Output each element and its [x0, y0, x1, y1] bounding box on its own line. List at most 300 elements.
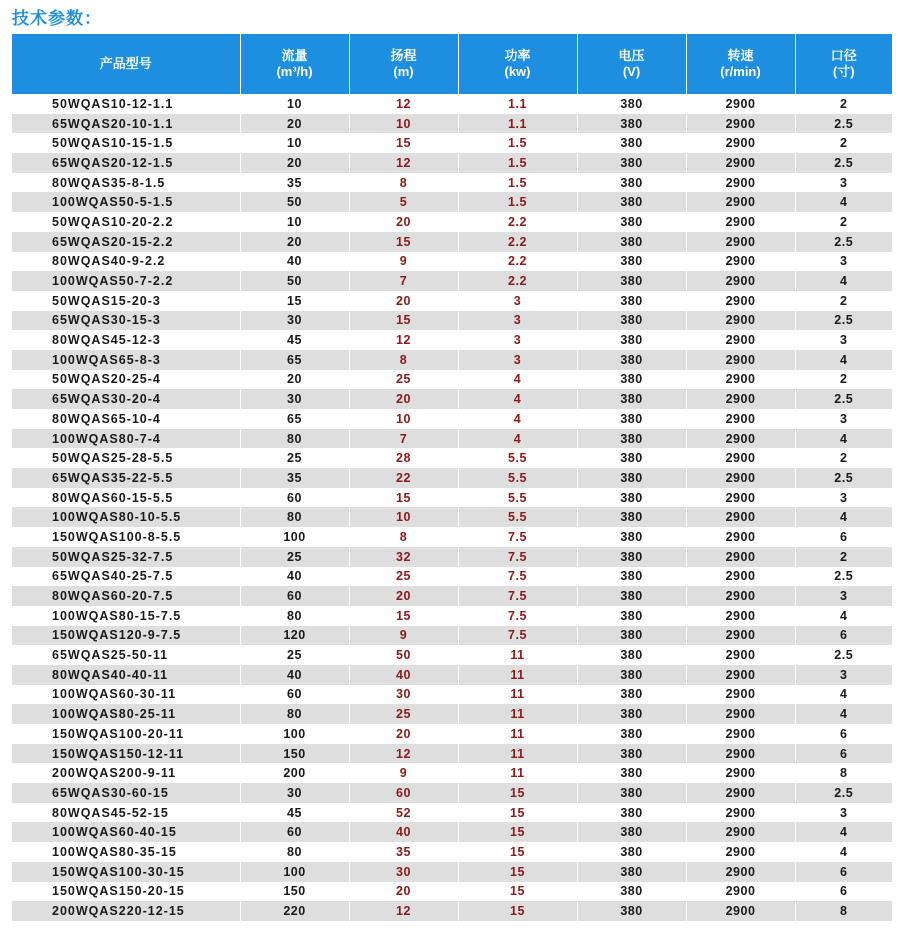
cell-diameter: 4: [795, 704, 892, 724]
cell-voltage: 380: [577, 192, 686, 212]
cell-flow: 10: [240, 133, 349, 153]
cell-flow: 45: [240, 330, 349, 350]
spec-table-container: [12, 34, 892, 921]
cell-power: 7.5: [458, 606, 577, 626]
cell-power: 11: [458, 645, 577, 665]
cell-flow: 65: [240, 350, 349, 370]
cell-model: 50WQAS10-20-2.2: [12, 212, 240, 232]
cell-voltage: 380: [577, 468, 686, 488]
cell-flow: 30: [240, 389, 349, 409]
cell-power: 1.5: [458, 173, 577, 193]
cell-voltage: 380: [577, 744, 686, 764]
cell-flow: 200: [240, 763, 349, 783]
header-model: 产品型号: [12, 34, 240, 94]
cell-diameter: 2.5: [795, 232, 892, 252]
cell-head: 12: [349, 330, 458, 350]
cell-speed: 2900: [686, 350, 795, 370]
cell-speed: 2900: [686, 547, 795, 567]
cell-diameter: 3: [795, 252, 892, 272]
cell-voltage: 380: [577, 724, 686, 744]
cell-power: 11: [458, 744, 577, 764]
cell-head: 32: [349, 547, 458, 567]
cell-speed: 2900: [686, 606, 795, 626]
table-row: [12, 311, 892, 331]
cell-model: 65WQAS20-15-2.2: [12, 232, 240, 252]
cell-model: 80WQAS35-8-1.5: [12, 173, 240, 193]
cell-diameter: 4: [795, 842, 892, 862]
cell-power: 7.5: [458, 567, 577, 587]
cell-power: 11: [458, 724, 577, 744]
cell-head: 15: [349, 133, 458, 153]
cell-head: 52: [349, 803, 458, 823]
cell-voltage: 380: [577, 311, 686, 331]
table-row: [12, 527, 892, 547]
cell-flow: 150: [240, 744, 349, 764]
cell-speed: 2900: [686, 409, 795, 429]
table-row: [12, 507, 892, 527]
cell-flow: 45: [240, 803, 349, 823]
cell-head: 9: [349, 252, 458, 272]
table-row: [12, 547, 892, 567]
cell-flow: 40: [240, 665, 349, 685]
table-row: [12, 704, 892, 724]
cell-speed: 2900: [686, 822, 795, 842]
cell-model: 80WQAS45-12-3: [12, 330, 240, 350]
cell-voltage: 380: [577, 370, 686, 390]
cell-voltage: 380: [577, 645, 686, 665]
cell-flow: 100: [240, 724, 349, 744]
cell-model: 100WQAS80-7-4: [12, 429, 240, 449]
cell-diameter: 4: [795, 822, 892, 842]
cell-flow: 15: [240, 291, 349, 311]
cell-diameter: 4: [795, 350, 892, 370]
cell-flow: 80: [240, 842, 349, 862]
cell-power: 15: [458, 822, 577, 842]
cell-power: 7.5: [458, 547, 577, 567]
cell-diameter: 6: [795, 724, 892, 744]
cell-speed: 2900: [686, 212, 795, 232]
cell-head: 9: [349, 626, 458, 646]
cell-power: 7.5: [458, 626, 577, 646]
spec-table: [12, 34, 892, 921]
table-body: [12, 94, 892, 921]
table-header-row: [12, 34, 892, 94]
cell-model: 100WQAS50-5-1.5: [12, 192, 240, 212]
header-head: 扬程 (m): [349, 34, 458, 94]
table-row: [12, 862, 892, 882]
header-power: 功率 (kw): [458, 34, 577, 94]
cell-speed: 2900: [686, 842, 795, 862]
cell-model: 150WQAS150-12-11: [12, 744, 240, 764]
cell-voltage: 380: [577, 94, 686, 114]
table-row: [12, 133, 892, 153]
cell-flow: 30: [240, 783, 349, 803]
cell-power: 4: [458, 370, 577, 390]
table-row: [12, 567, 892, 587]
cell-power: 3: [458, 291, 577, 311]
table-row: [12, 586, 892, 606]
cell-diameter: 2: [795, 547, 892, 567]
cell-model: 100WQAS80-25-11: [12, 704, 240, 724]
cell-power: 15: [458, 882, 577, 902]
cell-head: 35: [349, 842, 458, 862]
table-row: [12, 901, 892, 921]
table-row: [12, 645, 892, 665]
cell-flow: 25: [240, 547, 349, 567]
cell-model: 100WQAS80-15-7.5: [12, 606, 240, 626]
cell-speed: 2900: [686, 192, 795, 212]
cell-speed: 2900: [686, 389, 795, 409]
table-row: [12, 114, 892, 134]
section-title: 技术参数：: [12, 9, 102, 28]
cell-diameter: 2: [795, 94, 892, 114]
cell-speed: 2900: [686, 724, 795, 744]
cell-diameter: 3: [795, 330, 892, 350]
cell-diameter: 6: [795, 744, 892, 764]
cell-model: 100WQAS60-30-11: [12, 685, 240, 705]
cell-speed: 2900: [686, 429, 795, 449]
cell-speed: 2900: [686, 468, 795, 488]
cell-voltage: 380: [577, 842, 686, 862]
cell-head: 9: [349, 763, 458, 783]
cell-power: 3: [458, 330, 577, 350]
cell-power: 1.5: [458, 153, 577, 173]
header-diameter: 口径 (寸): [795, 34, 892, 94]
cell-power: 2.2: [458, 232, 577, 252]
cell-head: 12: [349, 901, 458, 921]
cell-flow: 60: [240, 586, 349, 606]
table-row: [12, 409, 892, 429]
cell-model: 65WQAS25-50-11: [12, 645, 240, 665]
cell-head: 12: [349, 153, 458, 173]
cell-voltage: 380: [577, 803, 686, 823]
cell-model: 65WQAS20-10-1.1: [12, 114, 240, 134]
cell-speed: 2900: [686, 665, 795, 685]
table-row: [12, 448, 892, 468]
cell-diameter: 8: [795, 901, 892, 921]
cell-diameter: 3: [795, 173, 892, 193]
cell-model: 65WQAS20-12-1.5: [12, 153, 240, 173]
cell-flow: 40: [240, 567, 349, 587]
table-row: [12, 803, 892, 823]
cell-model: 65WQAS30-15-3: [12, 311, 240, 331]
cell-head: 12: [349, 94, 458, 114]
cell-flow: 25: [240, 645, 349, 665]
cell-speed: 2900: [686, 567, 795, 587]
cell-power: 5.5: [458, 468, 577, 488]
cell-speed: 2900: [686, 862, 795, 882]
cell-diameter: 4: [795, 429, 892, 449]
cell-model: 65WQAS30-20-4: [12, 389, 240, 409]
table-row: [12, 822, 892, 842]
cell-voltage: 380: [577, 626, 686, 646]
cell-head: 8: [349, 350, 458, 370]
table-row: [12, 783, 892, 803]
cell-model: 65WQAS35-22-5.5: [12, 468, 240, 488]
cell-head: 8: [349, 527, 458, 547]
cell-diameter: 2.5: [795, 389, 892, 409]
cell-power: 4: [458, 429, 577, 449]
cell-diameter: 2.5: [795, 567, 892, 587]
cell-power: 1.5: [458, 192, 577, 212]
cell-flow: 10: [240, 94, 349, 114]
cell-head: 20: [349, 291, 458, 311]
cell-power: 1.1: [458, 94, 577, 114]
cell-flow: 30: [240, 311, 349, 331]
cell-flow: 80: [240, 507, 349, 527]
cell-voltage: 380: [577, 586, 686, 606]
cell-model: 100WQAS60-40-15: [12, 822, 240, 842]
cell-voltage: 380: [577, 685, 686, 705]
cell-speed: 2900: [686, 685, 795, 705]
cell-voltage: 380: [577, 665, 686, 685]
table-row: [12, 173, 892, 193]
cell-model: 150WQAS100-20-11: [12, 724, 240, 744]
cell-flow: 20: [240, 232, 349, 252]
cell-flow: 120: [240, 626, 349, 646]
cell-diameter: 2.5: [795, 783, 892, 803]
cell-head: 20: [349, 212, 458, 232]
cell-head: 10: [349, 114, 458, 134]
cell-voltage: 380: [577, 133, 686, 153]
cell-flow: 10: [240, 212, 349, 232]
cell-voltage: 380: [577, 271, 686, 291]
cell-power: 1.1: [458, 114, 577, 134]
cell-speed: 2900: [686, 232, 795, 252]
cell-head: 7: [349, 429, 458, 449]
cell-voltage: 380: [577, 901, 686, 921]
cell-voltage: 380: [577, 291, 686, 311]
cell-power: 5.5: [458, 488, 577, 508]
cell-power: 15: [458, 862, 577, 882]
cell-power: 15: [458, 842, 577, 862]
cell-speed: 2900: [686, 133, 795, 153]
cell-head: 25: [349, 704, 458, 724]
cell-flow: 20: [240, 114, 349, 134]
cell-flow: 80: [240, 704, 349, 724]
cell-head: 20: [349, 389, 458, 409]
cell-speed: 2900: [686, 448, 795, 468]
cell-speed: 2900: [686, 153, 795, 173]
cell-head: 15: [349, 488, 458, 508]
cell-head: 15: [349, 311, 458, 331]
table-row: [12, 232, 892, 252]
cell-speed: 2900: [686, 882, 795, 902]
cell-flow: 35: [240, 173, 349, 193]
cell-voltage: 380: [577, 783, 686, 803]
cell-diameter: 3: [795, 409, 892, 429]
cell-power: 2.2: [458, 212, 577, 232]
cell-model: 50WQAS10-15-1.5: [12, 133, 240, 153]
cell-flow: 150: [240, 882, 349, 902]
cell-diameter: 4: [795, 507, 892, 527]
cell-head: 7: [349, 271, 458, 291]
cell-model: 50WQAS25-32-7.5: [12, 547, 240, 567]
cell-diameter: 6: [795, 527, 892, 547]
cell-head: 40: [349, 665, 458, 685]
cell-model: 50WQAS25-28-5.5: [12, 448, 240, 468]
cell-diameter: 4: [795, 685, 892, 705]
cell-flow: 60: [240, 488, 349, 508]
cell-power: 7.5: [458, 586, 577, 606]
cell-diameter: 2: [795, 212, 892, 232]
cell-head: 5: [349, 192, 458, 212]
cell-voltage: 380: [577, 507, 686, 527]
cell-speed: 2900: [686, 311, 795, 331]
cell-model: 100WQAS80-10-5.5: [12, 507, 240, 527]
cell-diameter: 4: [795, 271, 892, 291]
header-speed: 转速 (r/min): [686, 34, 795, 94]
cell-power: 11: [458, 665, 577, 685]
cell-power: 15: [458, 783, 577, 803]
cell-head: 50: [349, 645, 458, 665]
cell-flow: 80: [240, 429, 349, 449]
cell-model: 50WQAS10-12-1.1: [12, 94, 240, 114]
cell-voltage: 380: [577, 252, 686, 272]
cell-voltage: 380: [577, 153, 686, 173]
cell-head: 30: [349, 862, 458, 882]
cell-flow: 100: [240, 862, 349, 882]
cell-flow: 220: [240, 901, 349, 921]
cell-power: 5.5: [458, 507, 577, 527]
cell-speed: 2900: [686, 527, 795, 547]
table-row: [12, 468, 892, 488]
cell-voltage: 380: [577, 350, 686, 370]
cell-voltage: 380: [577, 567, 686, 587]
cell-diameter: 2.5: [795, 114, 892, 134]
cell-diameter: 6: [795, 626, 892, 646]
cell-model: 150WQAS100-30-15: [12, 862, 240, 882]
table-row: [12, 192, 892, 212]
cell-power: 4: [458, 409, 577, 429]
table-row: [12, 252, 892, 272]
cell-speed: 2900: [686, 901, 795, 921]
cell-flow: 20: [240, 370, 349, 390]
cell-diameter: 6: [795, 882, 892, 902]
cell-flow: 40: [240, 252, 349, 272]
cell-diameter: 4: [795, 192, 892, 212]
cell-voltage: 380: [577, 212, 686, 232]
cell-speed: 2900: [686, 783, 795, 803]
cell-speed: 2900: [686, 803, 795, 823]
cell-diameter: 3: [795, 586, 892, 606]
cell-voltage: 380: [577, 330, 686, 350]
cell-flow: 20: [240, 153, 349, 173]
cell-model: 200WQAS220-12-15: [12, 901, 240, 921]
cell-flow: 50: [240, 271, 349, 291]
cell-voltage: 380: [577, 448, 686, 468]
cell-flow: 50: [240, 192, 349, 212]
cell-diameter: 2.5: [795, 311, 892, 331]
cell-model: 80WQAS40-9-2.2: [12, 252, 240, 272]
cell-power: 11: [458, 704, 577, 724]
table-row: [12, 685, 892, 705]
cell-head: 22: [349, 468, 458, 488]
cell-speed: 2900: [686, 370, 795, 390]
cell-speed: 2900: [686, 330, 795, 350]
cell-head: 15: [349, 606, 458, 626]
table-row: [12, 153, 892, 173]
table-row: [12, 271, 892, 291]
table-row: [12, 744, 892, 764]
cell-model: 80WQAS60-15-5.5: [12, 488, 240, 508]
cell-speed: 2900: [686, 704, 795, 724]
cell-diameter: 3: [795, 488, 892, 508]
cell-head: 60: [349, 783, 458, 803]
cell-diameter: 2.5: [795, 153, 892, 173]
table-row: [12, 212, 892, 232]
table-row: [12, 842, 892, 862]
cell-voltage: 380: [577, 173, 686, 193]
cell-speed: 2900: [686, 94, 795, 114]
cell-diameter: 4: [795, 606, 892, 626]
cell-model: 80WQAS45-52-15: [12, 803, 240, 823]
cell-voltage: 380: [577, 882, 686, 902]
cell-power: 3: [458, 350, 577, 370]
cell-speed: 2900: [686, 744, 795, 764]
cell-diameter: 2: [795, 448, 892, 468]
cell-speed: 2900: [686, 271, 795, 291]
cell-power: 7.5: [458, 527, 577, 547]
cell-speed: 2900: [686, 763, 795, 783]
cell-voltage: 380: [577, 822, 686, 842]
header-flow: 流量 (m³/h): [240, 34, 349, 94]
cell-flow: 60: [240, 685, 349, 705]
cell-power: 2.2: [458, 252, 577, 272]
cell-diameter: 2: [795, 370, 892, 390]
header-voltage: 电压 (V): [577, 34, 686, 94]
cell-speed: 2900: [686, 488, 795, 508]
cell-speed: 2900: [686, 645, 795, 665]
cell-model: 80WQAS60-20-7.5: [12, 586, 240, 606]
cell-voltage: 380: [577, 763, 686, 783]
cell-head: 30: [349, 685, 458, 705]
cell-model: 50WQAS20-25-4: [12, 370, 240, 390]
cell-speed: 2900: [686, 114, 795, 134]
cell-power: 1.5: [458, 133, 577, 153]
cell-model: 200WQAS200-9-11: [12, 763, 240, 783]
cell-voltage: 380: [577, 606, 686, 626]
cell-power: 2.2: [458, 271, 577, 291]
cell-diameter: 3: [795, 803, 892, 823]
table-row: [12, 882, 892, 902]
table-row: [12, 291, 892, 311]
cell-diameter: 2.5: [795, 645, 892, 665]
table-row: [12, 389, 892, 409]
cell-voltage: 380: [577, 547, 686, 567]
cell-head: 25: [349, 567, 458, 587]
cell-speed: 2900: [686, 252, 795, 272]
table-row: [12, 626, 892, 646]
cell-flow: 60: [240, 822, 349, 842]
cell-head: 20: [349, 586, 458, 606]
cell-voltage: 380: [577, 429, 686, 449]
cell-flow: 65: [240, 409, 349, 429]
cell-voltage: 380: [577, 389, 686, 409]
cell-model: 150WQAS120-9-7.5: [12, 626, 240, 646]
cell-flow: 25: [240, 448, 349, 468]
cell-model: 150WQAS150-20-15: [12, 882, 240, 902]
cell-power: 4: [458, 389, 577, 409]
cell-voltage: 380: [577, 488, 686, 508]
cell-model: 100WQAS65-8-3: [12, 350, 240, 370]
cell-model: 80WQAS40-40-11: [12, 665, 240, 685]
cell-model: 65WQAS30-60-15: [12, 783, 240, 803]
cell-speed: 2900: [686, 626, 795, 646]
table-row: [12, 488, 892, 508]
cell-speed: 2900: [686, 173, 795, 193]
cell-head: 12: [349, 744, 458, 764]
